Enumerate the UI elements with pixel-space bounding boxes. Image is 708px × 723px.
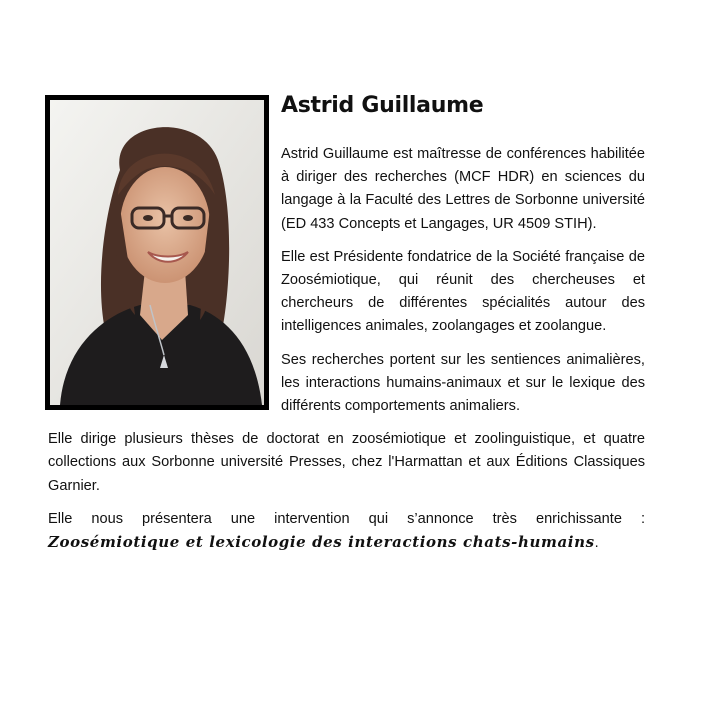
bio-paragraph-supervision: Elle dirige plusieurs thèses de doctorat en zoosémiotique et zoolinguistique, et quatre collections aux Sorbonne université Presses, chez l'Harmattan et aux Éditions Classiques Garnier. [48,431,645,494]
bio-paragraph-society: Elle est Présidente fondatrice de la Société française de Zoosémiotique, qui réunit des chercheuses et chercheurs de différentes spécialités autour des intelligences animales, zoolangages et zoolangue. [281,248,645,335]
talk-intro: Elle nous présentera une intervention qui s’annonce très enrichissante : [48,510,645,527]
person-name: Astrid Guillaume [281,93,484,118]
bio-paragraph-talk [48,508,645,555]
biography [48,143,645,565]
bio-paragraph-research: Ses recherches portent sur les sentiences animalières, les interactions humains-animaux et sur le lexique des différents comportements animaliers. [281,351,645,415]
talk-end: . [594,535,599,552]
photo-spacer [48,143,281,398]
talk-title: Zoosémiotique et lexicologie des interactions chats-humains [48,533,595,552]
bio-paragraph-position: Astrid Guillaume est maîtresse de conférences habilitée à diriger des recherches (MCF HDR) en sciences du langage à la Faculté des Lettres de Sorbonne université (ED 433 Concepts et Langages, UR 4509 STIH). [281,146,645,232]
